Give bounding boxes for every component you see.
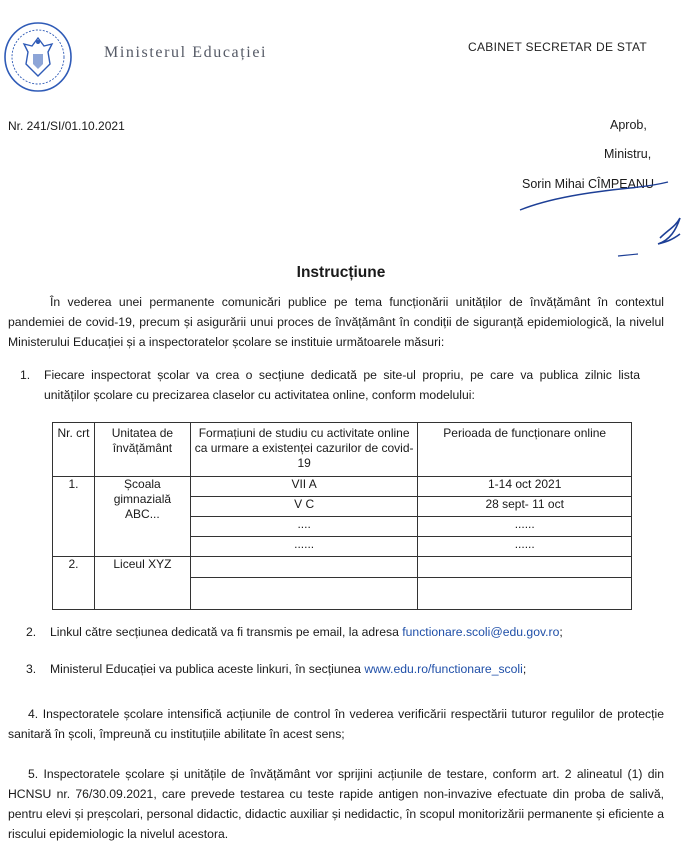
item-1-number: 1. bbox=[20, 368, 31, 382]
item-3-number: 3. bbox=[26, 662, 37, 676]
row2-form-1 bbox=[190, 557, 418, 578]
row1-form-4: ...... bbox=[190, 537, 418, 557]
item-1 bbox=[20, 365, 640, 405]
item-1-text: Fiecare inspectorat școlar va crea o secțiune dedicată pe site-ul propriu, pe care va publica zilnic lista unităților școlare cu precizarea claselor cu activitatea online, conform modelului: bbox=[44, 368, 640, 402]
url-link[interactable]: www.edu.ro/functionare_scoli bbox=[364, 662, 523, 676]
table-header-row bbox=[53, 423, 632, 477]
item-3-text: Ministerul Educației va publica aceste linkuri, în secțiunea bbox=[50, 662, 365, 676]
email-link[interactable]: functionare.scoli@edu.gov.ro bbox=[402, 625, 560, 639]
row1-period-1: 1-14 oct 2021 bbox=[418, 477, 632, 497]
item-2 bbox=[26, 625, 563, 639]
ministry-seal-icon bbox=[2, 20, 74, 94]
item-3 bbox=[26, 662, 526, 676]
item-2-text: Linkul către secțiunea dedicată va fi transmis pe email, la adresa bbox=[50, 625, 403, 639]
item-5: 5. Inspectoratele școlare și unitățile de învățământ vor sprijini acțiunile de testare, conform art. 2 alineatul (1) din HCNSU nr. 76/30.09.2021, care prevede testarea cu teste rapide antigen non-invazive efectuate din proba de salivă, pentru elevi și preșcolari, personal didactic, didactic auxiliar și nedidactic, în scopul monitorizării permanente și eficiente a riscului epidemiologic la nivelul acestora. bbox=[8, 767, 664, 841]
registration-number: Nr. 241/SI/01.10.2021 bbox=[8, 119, 125, 133]
row1-unit: Școala gimnazială ABC... bbox=[94, 477, 190, 557]
document-title: Instrucțiune bbox=[296, 264, 386, 281]
minister-name: Sorin Mihai CÎMPEANU bbox=[522, 177, 654, 191]
row2-unit: Liceul XYZ bbox=[94, 557, 190, 610]
header-formations: Formațiuni de studiu cu activitate online ca urmare a existenței cazurilor de covid-19 bbox=[190, 423, 418, 477]
item-2-number: 2. bbox=[26, 625, 37, 639]
header-unit: Unitatea de învățământ bbox=[94, 423, 190, 477]
table-row bbox=[53, 477, 632, 497]
online-classes-table bbox=[52, 422, 632, 610]
row2-form-2 bbox=[190, 577, 418, 609]
cabinet-label: CABINET SECRETAR DE STAT bbox=[468, 40, 648, 54]
row1-period-3: ...... bbox=[418, 517, 632, 537]
item-2-end: ; bbox=[559, 625, 563, 639]
row1-nr: 1. bbox=[53, 477, 95, 557]
approval-label: Aprob, bbox=[610, 118, 647, 132]
row1-form-1: VII A bbox=[190, 477, 418, 497]
table-row bbox=[53, 557, 632, 578]
minister-title: Ministru, bbox=[604, 147, 652, 161]
row2-nr: 2. bbox=[53, 557, 95, 610]
ministry-name: Ministerul Educației bbox=[104, 44, 268, 61]
header-period: Perioada de funcționare online bbox=[418, 423, 632, 477]
row1-form-3: .... bbox=[190, 517, 418, 537]
row1-form-2: V C bbox=[190, 497, 418, 517]
signature-icon bbox=[510, 168, 682, 263]
header-nr: Nr. crt bbox=[53, 423, 95, 477]
row2-period-1 bbox=[418, 557, 632, 578]
item-4: 4. Inspectoratele școlare intensifică acțiunile de control în vederea verificării respectării tuturor regulilor de protecție sanitară în școli, împreună cu instituțiile abilitate în acest sens; bbox=[8, 707, 664, 741]
row1-period-2: 28 sept- 11 oct bbox=[418, 497, 632, 517]
row1-period-4: ...... bbox=[418, 537, 632, 557]
item-3-end: ; bbox=[522, 662, 527, 676]
row2-period-2 bbox=[418, 577, 632, 609]
intro-paragraph: În vederea unei permanente comunicări publice pe tema funcționării unităților de învățământ în contextul pandemiei de covid-19, precum și asigurării unui proces de învățământ în condiții de siguranță epidemiologică, la nivelul Ministerului Educației și a inspectoratelor școlare se instituie următoarele măsuri: bbox=[8, 295, 664, 349]
